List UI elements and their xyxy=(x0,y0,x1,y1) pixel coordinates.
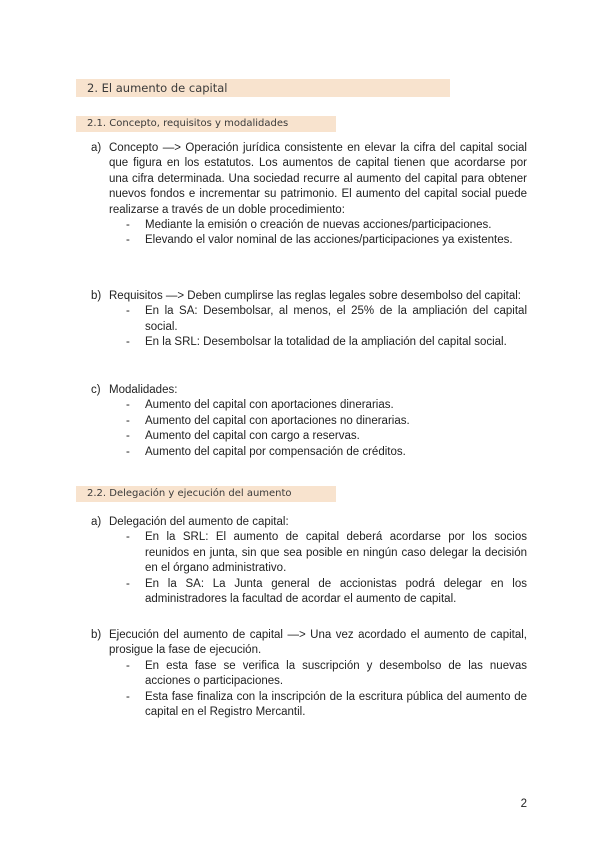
item-marker: b) xyxy=(91,290,102,302)
list-item: - En esta fase se verifica la suscripción y desembolso de las nuevas acciones o participaciones. xyxy=(126,659,527,688)
item-marker: b) xyxy=(91,629,102,641)
item-text: Concepto —> Operación jurídica consistente en elevar la cifra del capital social que figura en los estatutos. Los aumentos de capital tienen que acordarse por una cifra determinada. Una sociedad recurre al aumento del capital para obtener nuevos fondos e incrementar su patrimonio. El aumento del capital social puede realizarse a través de un doble procedimiento: xyxy=(109,142,527,216)
item-text: Delegación del aumento de capital: xyxy=(109,516,289,528)
section-heading: 2. El aumento de capital xyxy=(76,79,450,97)
item-ejecucion xyxy=(91,628,527,720)
list-item: - En la SRL: Desembolsar la totalidad de la ampliación del capital social. xyxy=(126,336,507,349)
item-text: Requisitos —> Deben cumplirse las reglas legales sobre desembolso del capital: xyxy=(109,290,521,302)
item-marker: a) xyxy=(91,516,102,528)
page-number: 2 xyxy=(520,798,527,810)
list-item: - Mediante la emisión o creación de nuevas acciones/participaciones. xyxy=(126,219,492,232)
list-item: - Aumento del capital con aportaciones dinerarias. xyxy=(126,399,394,412)
item-marker: a) xyxy=(91,142,102,154)
subsection-heading-delegacion: 2.2. Delegación y ejecución del aumento xyxy=(76,486,336,502)
list-item: - En la SA: La Junta general de accionistas podrá delegar en los administradores la facultad de acordar el aumento de capital. xyxy=(126,577,527,606)
list-item: - Aumento del capital por compensación de créditos. xyxy=(126,445,406,458)
list-item: - Aumento del capital con cargo a reservas. xyxy=(126,430,360,443)
item-modalidades xyxy=(91,383,527,460)
bullet-list xyxy=(109,398,527,460)
bullet-list xyxy=(109,530,527,607)
list-item: - Elevando el valor nominal de las acciones/participaciones ya existentes. xyxy=(126,234,513,247)
subsection-heading-concepto: 2.1. Concepto, requisitos y modalidades xyxy=(76,116,336,132)
list-item: - En la SRL: El aumento de capital deberá acordarse por los socios reunidos en junta, sin que sea posible en ningún caso delegar la decisión en el órgano administrativo. xyxy=(126,531,527,575)
list-item: - Aumento del capital con aportaciones no dinerarias. xyxy=(126,414,410,427)
item-delegacion xyxy=(91,515,527,607)
item-marker: c) xyxy=(91,384,101,396)
bullet-list xyxy=(109,304,527,350)
item-requisitos xyxy=(91,289,527,351)
list-item: - Esta fase finaliza con la inscripción de la escritura pública del aumento de capital en el Registro Mercantil. xyxy=(126,690,527,719)
bullet-list xyxy=(109,218,527,249)
item-text: Modalidades: xyxy=(109,384,178,396)
bullet-list xyxy=(109,659,527,721)
list-item: - En la SA: Desembolsar, al menos, el 25% de la ampliación del capital social. xyxy=(126,305,527,333)
item-concepto xyxy=(91,141,527,249)
item-text: Ejecución del aumento de capital —> Una vez acordado el aumento de capital, prosigue la fase de ejecución. xyxy=(109,629,527,657)
